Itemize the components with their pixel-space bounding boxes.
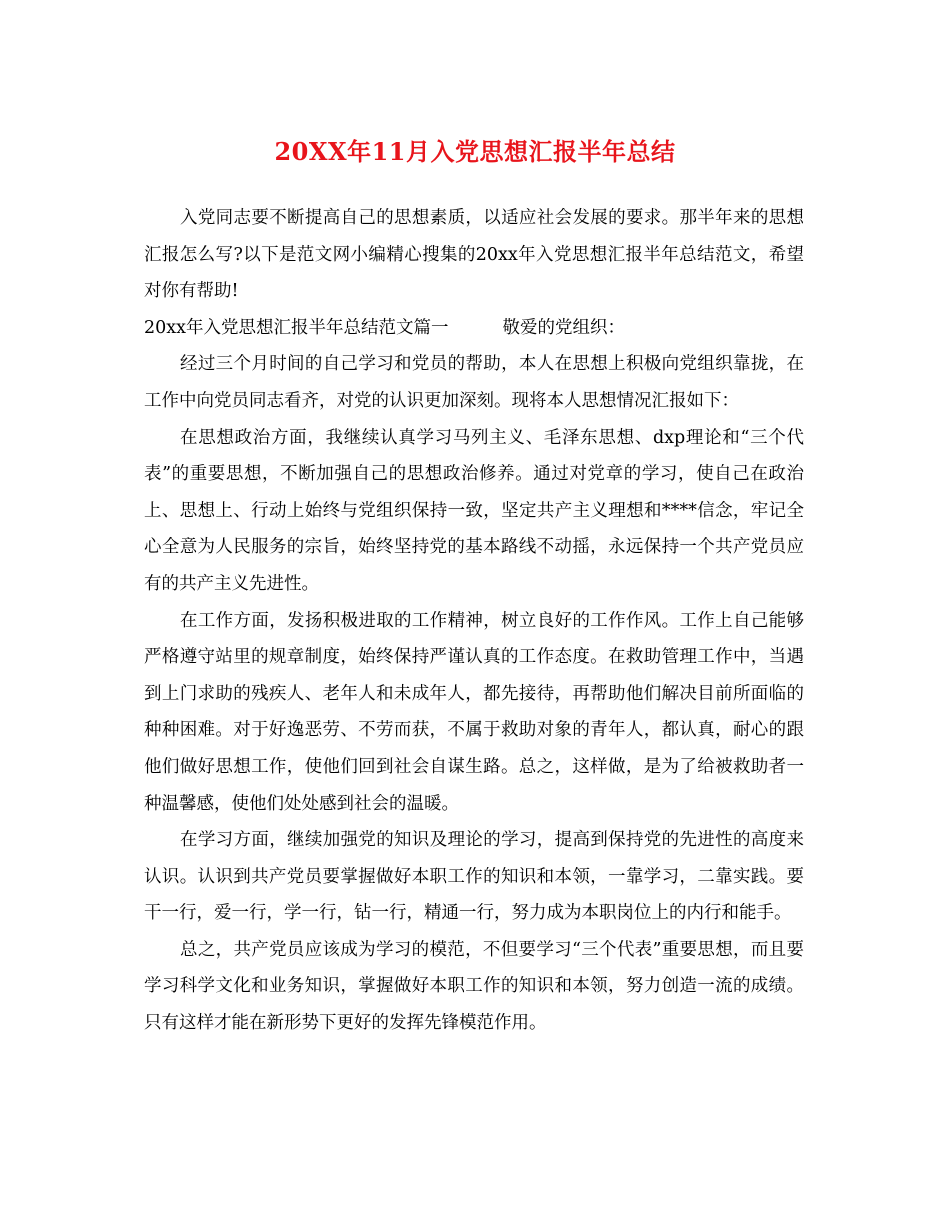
body-paragraph: 总之，共产党员应该成为学习的模范，不但要学习“三个代表”重要思想，而且要学习科学文化和业务知识，掌握做好本职工作的知识和本领，努力创造一流的成绩。只有这样才能在新形势下更好的发挥先锋模范作用。 [144, 939, 804, 1034]
section-heading-line [144, 310, 804, 347]
document-body [144, 200, 804, 1042]
document-title: 20XX年11月入党思想汇报半年总结 [274, 137, 676, 166]
section-heading: 20xx年入党思想汇报半年总结范文篇一 [144, 317, 449, 338]
intro-paragraph: 入党同志要不断提高自己的思想素质，以适应社会发展的要求。那半年来的思想汇报怎么写?以下是范文网小编精心搜集的20xx年入党思想汇报半年总结范文，希望对你有帮助! [144, 208, 804, 302]
body-paragraph: 经过三个月时间的自己学习和党员的帮助，本人在思想上积极向党组织靠拢，在工作中向党员同志看齐，对党的认识更加深刻。现将本人思想情况汇报如下： [144, 354, 804, 411]
salutation: 敬爱的党组织： [502, 317, 626, 338]
body-paragraph: 在学习方面，继续加强党的知识及理论的学习，提高到保持党的先进性的高度来认识。认识到共产党员要掌握做好本职工作的知识和本领，一靠学习，二靠实践。要干一行，爱一行，学一行，钻一行，精通一行，努力成为本职岗位上的内行和能手。 [144, 830, 804, 924]
body-paragraph: 在工作方面，发扬积极进取的工作精神，树立良好的工作作风。工作上自己能够严格遵守站里的规章制度，始终保持严谨认真的工作态度。在救助管理工作中，当遇到上门求助的残疾人、老年人和未成年人，都先接待，再帮助他们解决目前所面临的种种困难。对于好逸恶劳、不劳而获，不属于救助对象的青年人，都认真，耐心的跟他们做好思想工作，使他们回到社会自谋生路。总之，这样做，是为了给被救助者一种温馨感，使他们处处感到社会的温暖。 [144, 610, 804, 814]
body-paragraph: 在思想政治方面，我继续认真学习马列主义、毛泽东思想、dxp理论和“三个代表”的重要思想，不断加强自己的思想政治修养。通过对党章的学习，使自己在政治上、思想上、行动上始终与党组织保持一致，坚定共产主义理想和****信念，牢记全心全意为人民服务的宗旨，始终坚持党的基本路线不动摇，永远保持一个共产党员应有的共产主义先进性。 [144, 427, 804, 594]
